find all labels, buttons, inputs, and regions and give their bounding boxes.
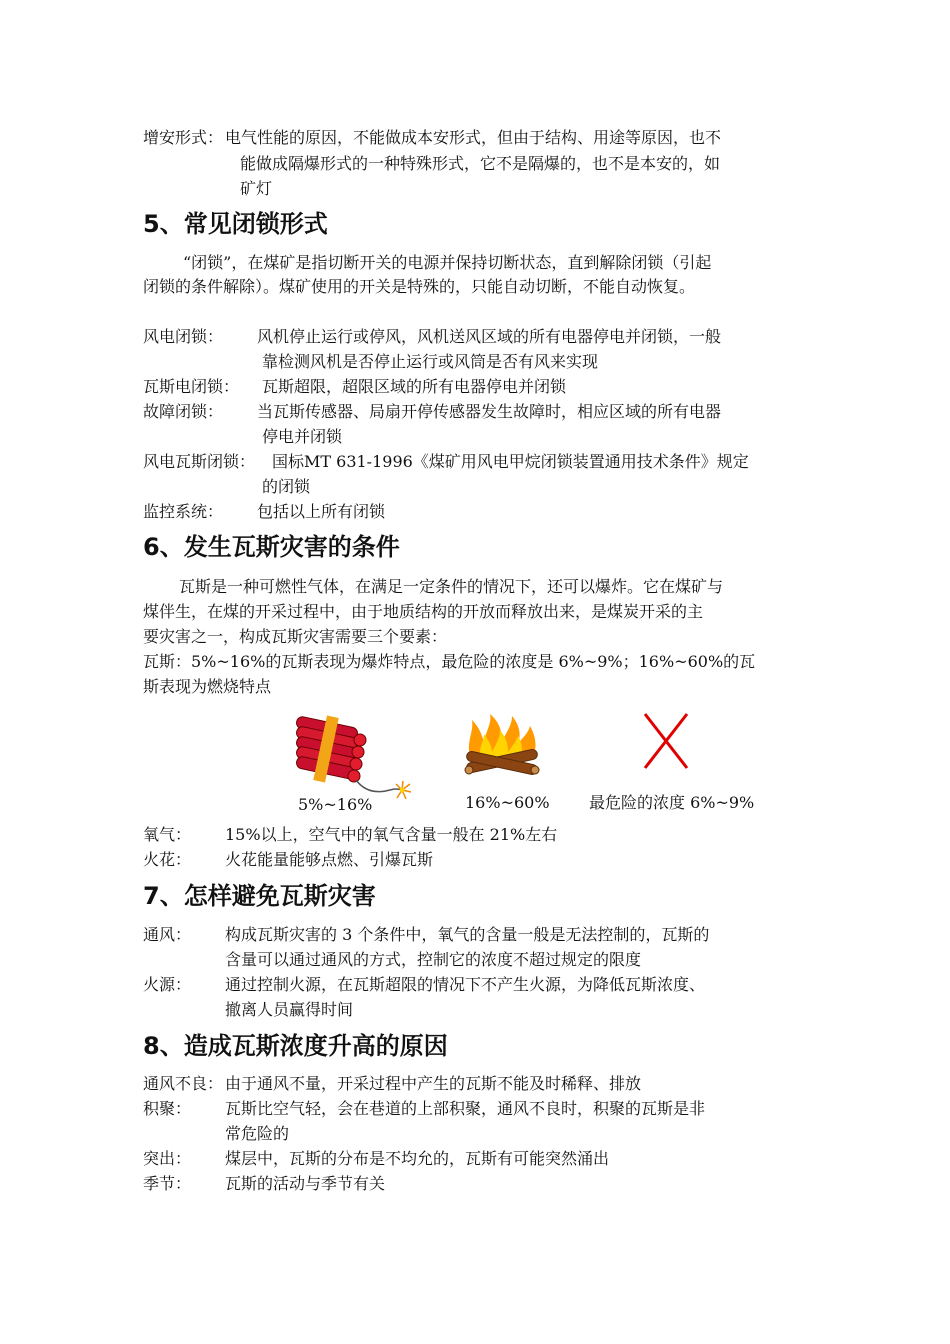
item-label: 季节： [143,1174,192,1193]
section-7-title: 7、怎样避免瓦斯灾害 [143,882,376,910]
item-text: 国标MT 631-1996《煤矿用风电甲烷闭锁装置通用技术条件》规定 [272,452,749,471]
item-text: 当瓦斯传感器、局扇开停传感器发生故障时，相应区域的所有电器 [257,402,722,421]
dynamite-icon [290,708,415,803]
red-x-icon [641,712,691,770]
intro-line: 电气性能的原因，不能做成本安形式，但由于结构、用途等原因，也不 [225,128,722,147]
item-label: 氧气： [143,825,192,844]
section-5-title: 5、常见闭锁形式 [143,210,328,238]
item-label: 监控系统： [143,502,224,521]
campfire-icon [462,712,542,778]
item-text: 撤离人员赢得时间 [225,1000,354,1019]
item-text: 瓦斯的活动与季节有关 [225,1174,386,1193]
paragraph-line: 闭锁的条件解除）。煤矿使用的开关是特殊的，只能自动切断，不能自动恢复。 [143,277,696,296]
paragraph-line: 要灾害之一，构成瓦斯灾害需要三个要素： [143,627,448,646]
paragraph-line: 瓦斯是一种可燃性气体，在满足一定条件的情况下，还可以爆炸。它在煤矿与 [179,577,724,596]
item-text: 停电并闭锁 [262,427,343,446]
item-label: 通风不良： [143,1074,224,1093]
item-label: 故障闭锁： [143,402,224,421]
item-label: 风电闭锁： [143,327,224,346]
item-text: 由于通风不量，开采过程中产生的瓦斯不能及时稀释、排放 [225,1074,642,1093]
item-text: 15%以上，空气中的氧气含量一般在 21%左右 [225,825,558,844]
figure-caption: 16%~60% [465,793,550,812]
item-text: 常危险的 [225,1124,290,1143]
intro-line: 矿灯 [240,179,273,198]
item-text: 瓦斯比空气轻，会在巷道的上部积聚，通风不良时，积聚的瓦斯是非 [225,1099,706,1118]
item-text: 构成瓦斯灾害的 3 个条件中，氧气的含量一般是无法控制的，瓦斯的 [225,925,710,944]
intro-line: 能做成隔爆形式的一种特殊形式，它不是隔爆的，也不是本安的，如 [240,154,721,173]
item-text: 靠检测风机是否停止运行或风筒是否有风来实现 [262,352,599,371]
intro-label: 增安形式： [143,128,224,147]
item-label: 突出： [143,1149,192,1168]
item-label: 火花： [143,850,192,869]
item-text: 火花能量能够点燃、引爆瓦斯 [225,850,434,869]
item-text: 的闭锁 [262,477,311,496]
item-label: 通风： [143,925,192,944]
item-label: 积聚： [143,1099,192,1118]
item-text: 煤层中，瓦斯的分布是不均允的，瓦斯有可能突然涌出 [225,1149,610,1168]
item-label: 风电瓦斯闭锁： [143,452,256,471]
item-text: 风机停止运行或停风，风机送风区域的所有电器停电并闭锁，一般 [257,327,722,346]
item-label: 火源： [143,975,192,994]
gas-line: 瓦斯：5%~16%的瓦斯表现为爆炸特点，最危险的浓度是 6%~9%；16%~60%的瓦 [143,652,756,671]
section-8-title: 8、造成瓦斯浓度升高的原因 [143,1032,448,1060]
figure-caption: 最危险的浓度 6%~9% [589,793,755,812]
paragraph-line: 煤伴生，在煤的开采过程中，由于地质结构的开放而释放出来，是煤炭开采的主 [143,602,704,621]
item-text: 含量可以通过通风的方式，控制它的浓度不超过规定的限度 [225,950,642,969]
item-text: 包括以上所有闭锁 [257,502,386,521]
figure-caption: 5%~16% [298,795,373,814]
item-label: 瓦斯电闭锁： [143,377,240,396]
item-text: 通过控制火源，在瓦斯超限的情况下不产生火源，为降低瓦斯浓度、 [225,975,706,994]
item-text: 瓦斯超限，超限区域的所有电器停电并闭锁 [262,377,567,396]
gas-line: 斯表现为燃烧特点 [143,677,272,696]
paragraph-line: “闭锁”，在煤矿是指切断开关的电源并保持切断状态，直到解除闭锁（引起 [183,253,712,272]
section-6-title: 6、发生瓦斯灾害的条件 [143,533,400,561]
